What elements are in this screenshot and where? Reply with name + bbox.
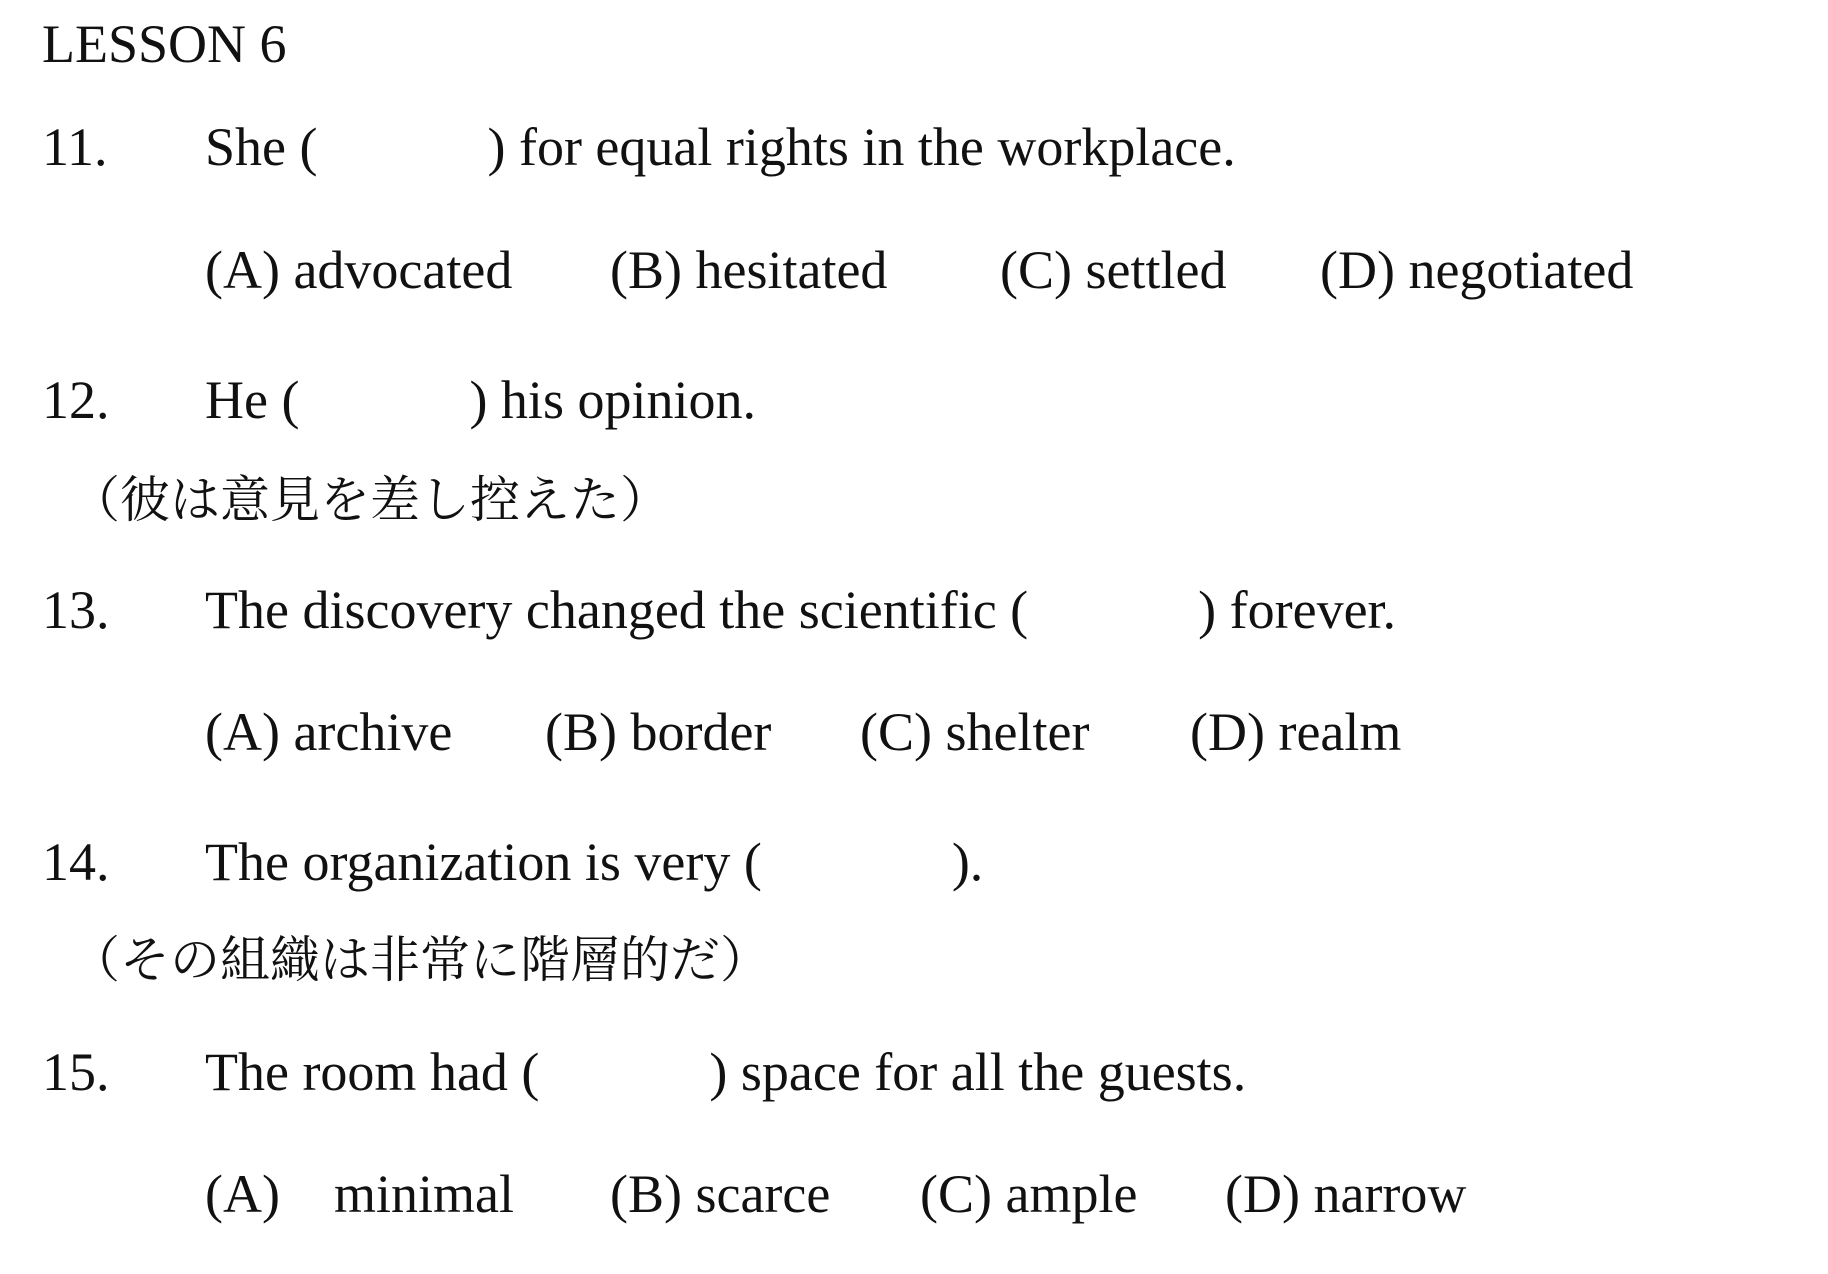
question-12-translation: （彼は意見を差し控えた） <box>70 471 670 529</box>
lesson-title: LESSON 6 <box>42 14 287 74</box>
question-14-number: 14. <box>42 832 110 892</box>
question-11-number: 11. <box>42 117 108 177</box>
question-12-before: He ( <box>205 370 300 430</box>
question-11-option-b: (B) hesitated <box>610 240 888 300</box>
question-15-option-d: (D) narrow <box>1225 1164 1467 1224</box>
question-14-sentence <box>205 830 983 894</box>
question-13-before: The discovery changed the scientific ( <box>205 580 1029 640</box>
question-11-option-a: (A) advocated <box>205 240 513 300</box>
question-14-after: ). <box>951 832 984 892</box>
question-12-after: ) his opinion. <box>469 370 756 430</box>
question-15-option-a: (A) minimal <box>205 1164 514 1224</box>
question-15-sentence <box>205 1040 1246 1104</box>
question-11-after: ) for equal rights in the workplace. <box>487 117 1236 177</box>
question-11-option-d: (D) negotiated <box>1320 240 1634 300</box>
question-13-option-d: (D) realm <box>1190 702 1402 762</box>
question-15-option-c: (C) ample <box>920 1164 1138 1224</box>
question-12-number: 12. <box>42 370 110 430</box>
question-13-number: 13. <box>42 580 110 640</box>
question-15-number: 15. <box>42 1042 110 1102</box>
question-14-before: The organization is very ( <box>205 832 762 892</box>
question-13-option-b: (B) border <box>545 702 772 762</box>
question-15-option-b: (B) scarce <box>610 1164 831 1224</box>
question-13-sentence <box>205 578 1396 642</box>
question-12-sentence <box>205 368 756 432</box>
question-15-after: ) space for all the guests. <box>709 1042 1247 1102</box>
question-11-before: She ( <box>205 117 318 177</box>
question-11-sentence <box>205 115 1236 179</box>
question-14-translation: （その組織は非常に階層的だ） <box>70 931 770 989</box>
question-13-option-a: (A) archive <box>205 702 453 762</box>
question-15-before: The room had ( <box>205 1042 540 1102</box>
question-11-option-c: (C) settled <box>1000 240 1227 300</box>
question-13-after: ) forever. <box>1198 580 1397 640</box>
question-13-option-c: (C) shelter <box>860 702 1090 762</box>
